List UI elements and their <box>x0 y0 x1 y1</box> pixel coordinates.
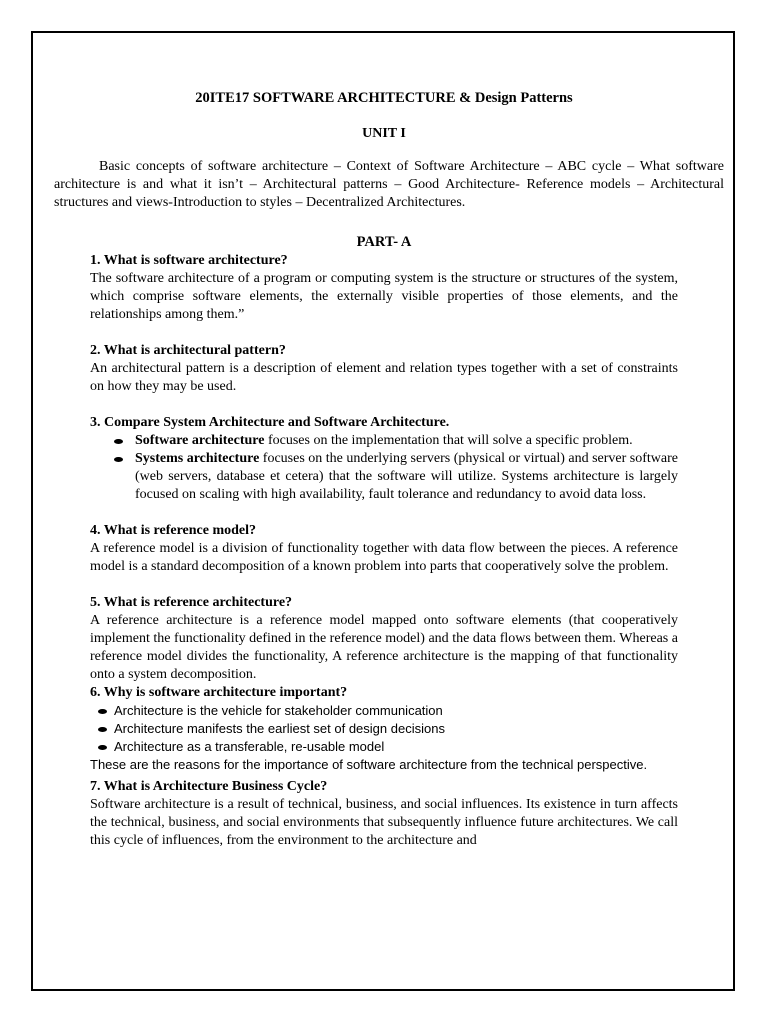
bullet-text: Architecture manifests the earliest set of design decisions <box>114 721 445 736</box>
list-item <box>90 432 678 450</box>
list-item <box>90 720 678 738</box>
list-item <box>90 450 678 504</box>
question-7: 7. What is Architecture Business Cycle? <box>90 779 328 794</box>
list-item <box>90 702 678 720</box>
question-1: 1. What is software architecture? <box>90 253 288 268</box>
bullet-text: Architecture as a transferable, re-usable model <box>114 739 385 754</box>
question-4: 4. What is reference model? <box>90 523 257 538</box>
bullet-icon <box>98 745 107 750</box>
answer-1: The software architecture of a program or computing system is the structure or structures of the system, which comprise software elements, the externally visible properties of those elements, and the relationships among them.” <box>90 271 678 322</box>
bullet-text: focuses on the implementation that will solve a specific problem. <box>264 433 633 448</box>
list-item <box>90 738 678 756</box>
bullet-icon <box>114 457 123 462</box>
bullet-term: Systems architecture <box>135 451 260 466</box>
bullet-term: Software architecture <box>135 433 265 448</box>
bullet-icon <box>98 727 107 732</box>
answer-4: A reference model is a division of functionality together with data flow between the pieces. A reference model is a standard decomposition of a known problem into parts that cooperatively solve the problem. <box>90 541 678 574</box>
answer-5: A reference architecture is a reference model mapped onto software elements (that cooperatively implement the functionality defined in the reference model) and the data flows between them. Whereas a reference model divides the functionality, A reference architecture is the mapping of that functionality onto a system decomposition. <box>90 613 678 682</box>
question-3: 3. Compare System Architecture and Software Architecture. <box>90 415 450 430</box>
question-2: 2. What is architectural pattern? <box>90 343 286 358</box>
answer-7: Software architecture is a result of technical, business, and social influences. Its existence in turn affects the technical, business, and social environments that subsequently influence future architectures. We call this cycle of influences, from the environment to the architecture and <box>90 797 678 848</box>
bullet-text: focuses on the underlying servers (physical or virtual) and server software (web servers, database et cetera) that the software will utilize. Systems architecture is largely focused on scaling with high availability, fault tolerance and redundancy to avoid data loss. <box>135 451 678 502</box>
question-5: 5. What is reference architecture? <box>90 595 293 610</box>
part-heading: PART- A <box>356 234 412 250</box>
bullet-icon <box>114 439 123 444</box>
document-title: 20ITE17 SOFTWARE ARCHITECTURE & Design Patterns <box>195 90 573 106</box>
bullet-icon <box>98 709 107 714</box>
answer-3-list <box>90 432 678 504</box>
unit-heading: UNIT I <box>362 126 406 141</box>
answer-6-list <box>90 702 678 756</box>
qa-content <box>90 252 678 850</box>
answer-2: An architectural pattern is a description of element and relation types together with a set of constraints on how they may be used. <box>90 361 678 394</box>
unit-syllabus: Basic concepts of software architecture – Context of Software Architecture – ABC cycle – What software architecture is and what it isn’t – Architectural patterns – Good Architecture- Reference models – Architectural structures and views-Introduction to styles – Decentralized Architectures. <box>54 159 724 210</box>
answer-6-closing: These are the reasons for the importance of software architecture from the technical perspective. <box>90 757 648 772</box>
question-6: 6. Why is software architecture important? <box>90 685 348 700</box>
bullet-text: Architecture is the vehicle for stakeholder communication <box>114 703 443 718</box>
